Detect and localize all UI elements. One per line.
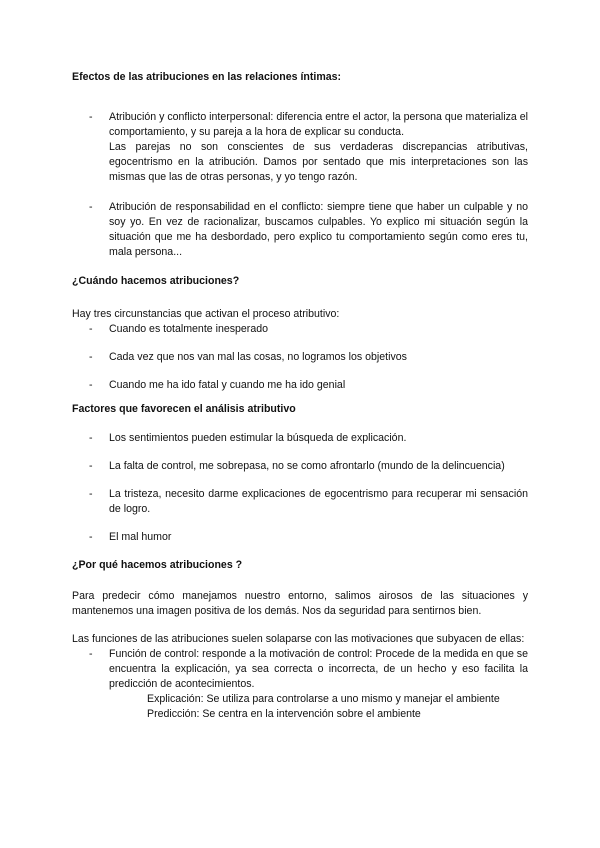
why-paragraph: Para predecir cómo manejamos nuestro entorno, salimos airosos de las situaciones y mantenemos una imagen positiva de los demás. Nos da seguridad para sentirnos bien. [72, 590, 528, 617]
list-item [72, 530, 528, 545]
list-dash: - [89, 379, 93, 391]
list-item [72, 110, 528, 185]
list-dash: - [89, 460, 93, 472]
list-item [72, 431, 528, 446]
when-list [72, 322, 528, 393]
item-text: Los sentimientos pueden estimular la búsqueda de explicación. [109, 432, 407, 444]
factors-list [72, 429, 528, 545]
list-item [72, 378, 528, 393]
list-item [72, 200, 528, 260]
item-text: La falta de control, me sobrepasa, no se como afrontarlo (mundo de la delincuencia) [109, 460, 505, 472]
list-dash: - [89, 432, 93, 444]
item-text: La tristeza, necesito darme explicaciones de egocentrismo para recuperar mi sensación de logro. [109, 488, 528, 515]
item-paragraph: Atribución de responsabilidad en el conflicto: siempre tiene que haber un culpable y no soy yo. En vez de racionalizar, buscamos culpables. Yo explico mi situación según la situación que me ha desbordado, pero explico tu comportamiento según como eres tu, mala persona... [109, 201, 528, 258]
effects-list [72, 97, 528, 260]
document-page [72, 70, 528, 722]
item-text: El mal humor [109, 531, 172, 543]
list-dash: - [89, 648, 93, 660]
list-item [72, 487, 528, 517]
functions-paragraph: Las funciones de las atribuciones suelen solaparse con las motivaciones que subyacen de ellas: [72, 633, 525, 645]
section-heading-factors: Factores que favorecen el análisis atributivo [72, 403, 296, 415]
section-heading-why: ¿Por qué hacemos atribuciones ? [72, 559, 243, 571]
list-dash: - [89, 351, 93, 363]
list-dash: - [89, 201, 93, 213]
item-text: Cuando es totalmente inesperado [109, 323, 269, 335]
sub-item-explicacion: Explicación: Se utiliza para controlarse a uno mismo y manejar el ambiente [147, 693, 500, 705]
list-item [72, 459, 528, 474]
list-item [72, 350, 528, 365]
list-dash: - [89, 531, 93, 543]
list-dash: - [89, 323, 93, 335]
section-heading-when: ¿Cuándo hacemos atribuciones? [72, 275, 240, 287]
item-text: Función de control: responde a la motivación de control: Procede de la medida en que se encuentra la explicación, ya sea correcta o incorrecta, de un hecho y eso facilita la predicción de acontecimientos. [109, 648, 528, 690]
list-item [72, 647, 528, 722]
item-text: Cuando me ha ido fatal y cuando me ha ido genial [109, 379, 346, 391]
item-paragraph: Atribución y conflicto interpersonal: diferencia entre el actor, la persona que materializa el comportamiento, y su pareja a la hora de explicar su conducta. [109, 111, 528, 138]
item-paragraph: Las parejas no son conscientes de sus verdaderas discrepancias atributivas, egocentrismo en la atribución. Damos por sentado que mis interpretaciones son las mismas que las de otras personas, y yo tengo razón. [109, 141, 528, 183]
section-heading-effects: Efectos de las atribuciones en las relaciones íntimas: [72, 71, 342, 83]
item-text: Cada vez que nos van mal las cosas, no logramos los objetivos [109, 351, 407, 363]
list-dash: - [89, 111, 93, 123]
functions-list [72, 647, 528, 722]
list-dash: - [89, 488, 93, 500]
list-item [72, 322, 528, 337]
intro-paragraph: Hay tres circunstancias que activan el proceso atributivo: [72, 308, 340, 320]
sub-item-prediccion: Predicción: Se centra en la intervención sobre el ambiente [147, 708, 421, 720]
